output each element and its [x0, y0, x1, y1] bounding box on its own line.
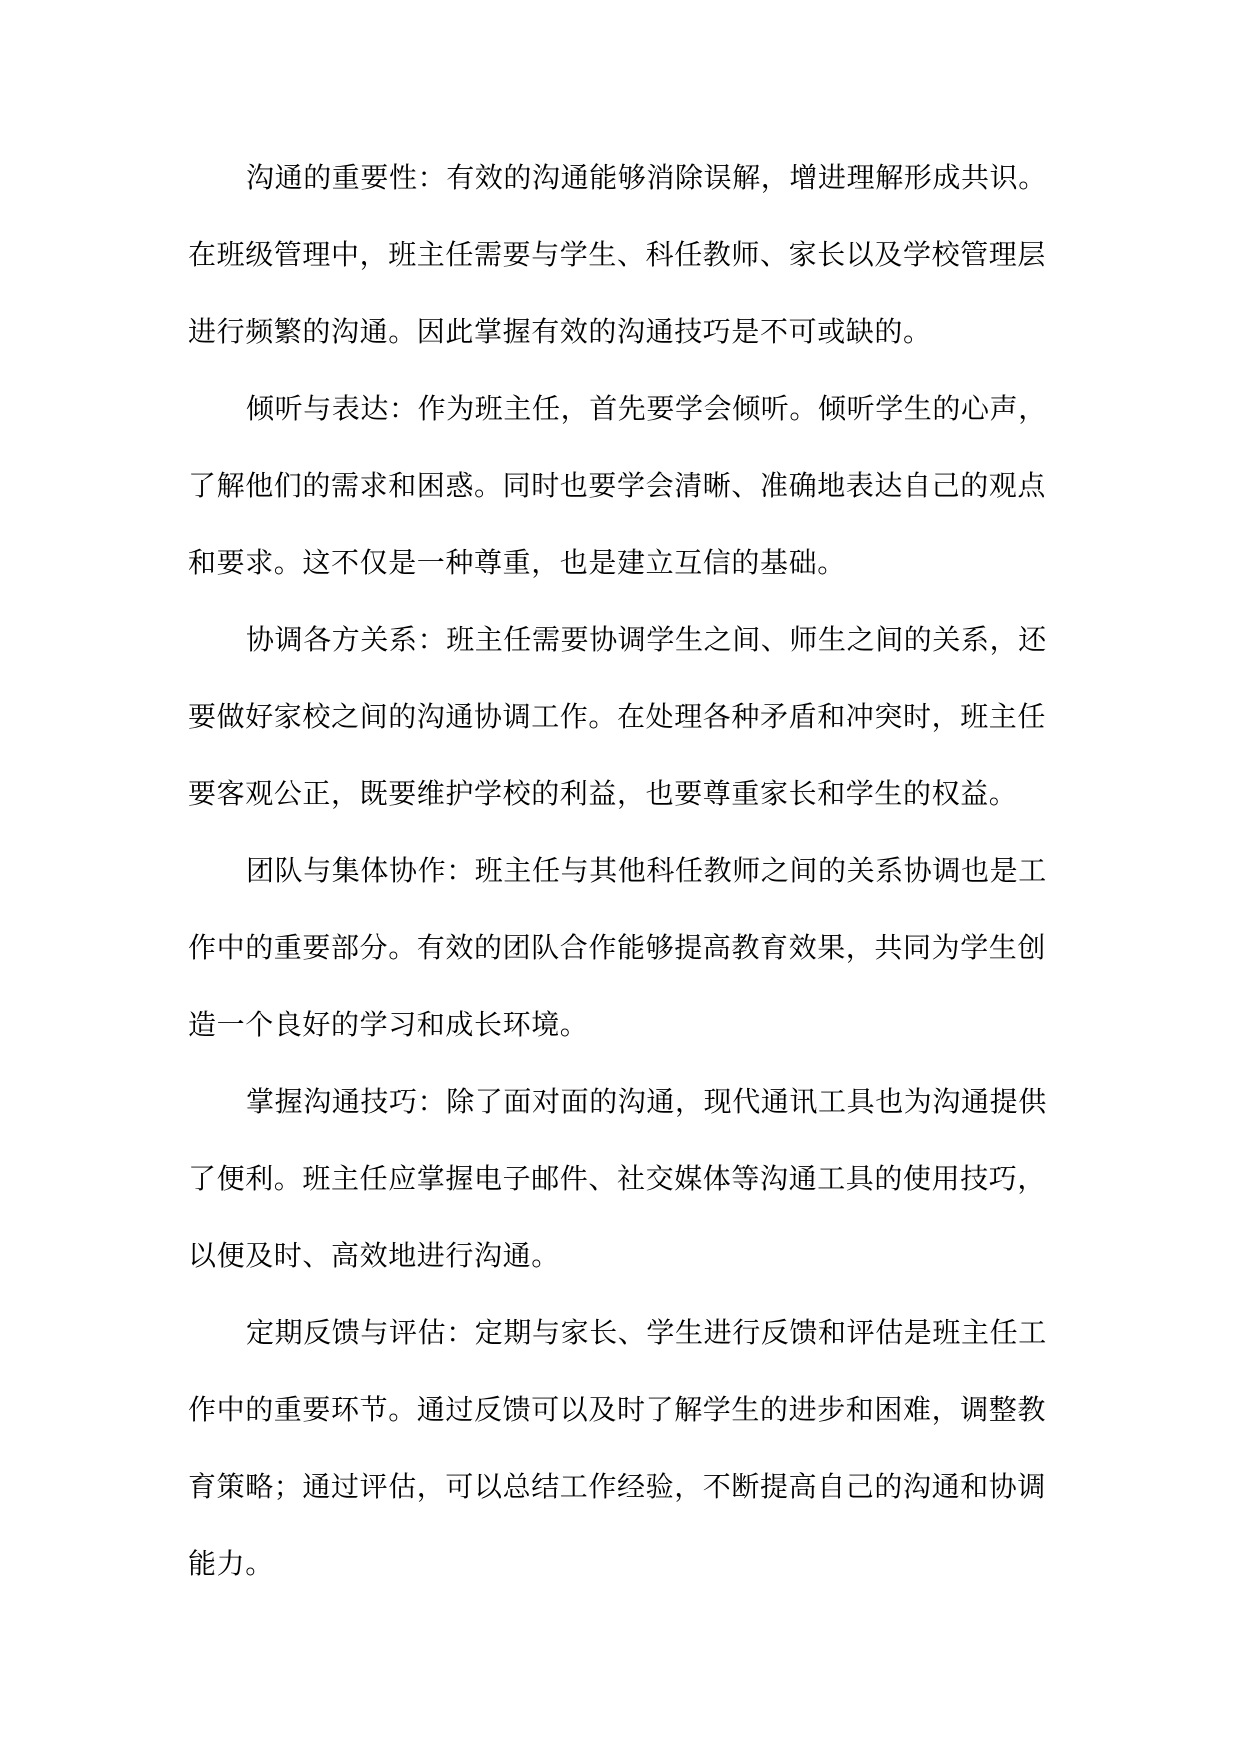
text-line: 要客观公正，既要维护学校的利益，也要尊重家长和学生的权益。 [188, 777, 1018, 810]
text-line: 造一个良好的学习和成长环境。 [188, 1008, 589, 1041]
text-line: 进行频繁的沟通。因此掌握有效的沟通技巧是不可或缺的。 [188, 315, 932, 348]
paragraph-feedback-evaluation [188, 1294, 1058, 1602]
text-line: 沟通的重要性：有效的沟通能够消除误解，增进理解形成共识。 [246, 161, 1047, 194]
text-line: 和要求。这不仅是一种尊重，也是建立互信的基础。 [188, 546, 846, 579]
text-line: 要做好家校之间的沟通协调工作。在处理各种矛盾和冲突时，班主任 [188, 700, 1047, 733]
text-line: 掌握沟通技巧：除了面对面的沟通，现代通讯工具也为沟通提供 [246, 1085, 1047, 1118]
paragraph-team-collaboration [188, 832, 1058, 1063]
text-line: 协调各方关系：班主任需要协调学生之间、师生之间的关系，还 [246, 623, 1047, 656]
text-line: 了便利。班主任应掌握电子邮件、社交媒体等沟通工具的使用技巧， [188, 1162, 1047, 1195]
paragraph-coordinating-relations [188, 601, 1058, 832]
text-line: 以便及时、高效地进行沟通。 [188, 1239, 560, 1272]
text-line: 作中的重要环节。通过反馈可以及时了解学生的进步和困难，调整教 [188, 1393, 1047, 1426]
text-line: 能力。 [188, 1547, 274, 1580]
text-line: 在班级管理中，班主任需要与学生、科任教师、家长以及学校管理层 [188, 238, 1047, 271]
text-line: 了解他们的需求和困惑。同时也要学会清晰、准确地表达自己的观点 [188, 469, 1047, 502]
text-line: 团队与集体协作：班主任与其他科任教师之间的关系协调也是工 [246, 854, 1047, 887]
text-line: 育策略；通过评估，可以总结工作经验，不断提高自己的沟通和协调 [188, 1470, 1047, 1503]
text-line: 定期反馈与评估：定期与家长、学生进行反馈和评估是班主任工 [246, 1316, 1047, 1349]
document-body [188, 139, 1058, 1602]
text-line: 作中的重要部分。有效的团队合作能够提高教育效果，共同为学生创 [188, 931, 1047, 964]
paragraph-communication-importance [188, 139, 1058, 370]
paragraph-listening-expression [188, 370, 1058, 601]
paragraph-communication-skills [188, 1063, 1058, 1294]
text-line: 倾听与表达：作为班主任，首先要学会倾听。倾听学生的心声， [246, 392, 1047, 425]
